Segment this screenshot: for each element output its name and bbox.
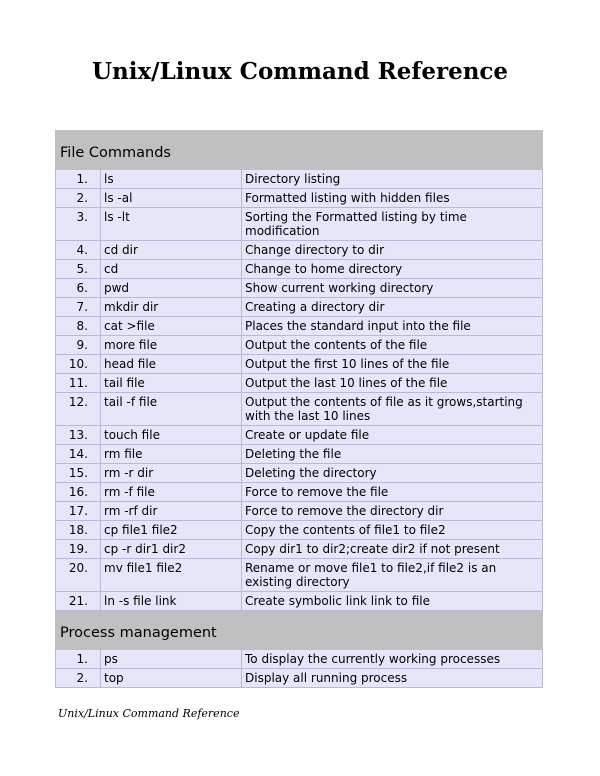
description-cell: Change to home directory: [242, 260, 543, 279]
description-cell: Show current working directory: [242, 279, 543, 298]
page-title: Unix/Linux Command Reference: [91, 58, 509, 85]
row-number: 15.: [56, 464, 101, 483]
row-number: 20.: [56, 559, 101, 592]
command-cell: pwd: [101, 279, 242, 298]
description-cell: Copy dir1 to dir2;create dir2 if not present: [242, 540, 543, 559]
table-row: [56, 483, 543, 502]
row-number: 7.: [56, 298, 101, 317]
description-cell: Sorting the Formatted listing by time modification: [242, 208, 543, 241]
table-row: [56, 592, 543, 611]
row-number: 13.: [56, 426, 101, 445]
table-row: [56, 445, 543, 464]
row-number: 1.: [56, 170, 101, 189]
row-number: 6.: [56, 279, 101, 298]
description-cell: Places the standard input into the file: [242, 317, 543, 336]
table-row: [56, 189, 543, 208]
command-cell: rm file: [101, 445, 242, 464]
row-number: 8.: [56, 317, 101, 336]
description-cell: Copy the contents of file1 to file2: [242, 521, 543, 540]
description-cell: Directory listing: [242, 170, 543, 189]
command-cell: ls -lt: [101, 208, 242, 241]
description-cell: Creating a directory dir: [242, 298, 543, 317]
table-row: [56, 502, 543, 521]
description-cell: Output the first 10 lines of the file: [242, 355, 543, 374]
table-row: [56, 426, 543, 445]
description-cell: Deleting the file: [242, 445, 543, 464]
command-cell: tail -f file: [101, 393, 242, 426]
table-row: [56, 464, 543, 483]
command-cell: cp -r dir1 dir2: [101, 540, 242, 559]
table-row: [56, 241, 543, 260]
table-row: [56, 317, 543, 336]
description-cell: Output the contents of file as it grows,starting with the last 10 lines: [242, 393, 543, 426]
command-cell: ls -al: [101, 189, 242, 208]
row-number: 10.: [56, 355, 101, 374]
table-row: [56, 170, 543, 189]
command-cell: top: [101, 669, 242, 688]
table-row: [56, 336, 543, 355]
table-row: [56, 540, 543, 559]
command-cell: touch file: [101, 426, 242, 445]
command-table: [55, 130, 543, 688]
row-number: 2.: [56, 189, 101, 208]
command-cell: cd: [101, 260, 242, 279]
command-cell: cd dir: [101, 241, 242, 260]
command-cell: mv file1 file2: [101, 559, 242, 592]
row-number: 9.: [56, 336, 101, 355]
table-row: [56, 260, 543, 279]
command-cell: head file: [101, 355, 242, 374]
description-cell: Formatted listing with hidden files: [242, 189, 543, 208]
section-header-row: [56, 611, 543, 650]
command-cell: mkdir dir: [101, 298, 242, 317]
table-row: [56, 650, 543, 669]
row-number: 16.: [56, 483, 101, 502]
row-number: 17.: [56, 502, 101, 521]
section-heading: File Commands: [56, 131, 543, 170]
command-cell: rm -rf dir: [101, 502, 242, 521]
command-cell: ps: [101, 650, 242, 669]
command-cell: more file: [101, 336, 242, 355]
command-cell: cat >file: [101, 317, 242, 336]
section-heading: Process management: [56, 611, 543, 650]
row-number: 21.: [56, 592, 101, 611]
description-cell: Display all running process: [242, 669, 543, 688]
table-row: [56, 355, 543, 374]
description-cell: Create or update file: [242, 426, 543, 445]
table-row: [56, 374, 543, 393]
command-table-body: [56, 131, 543, 688]
row-number: 2.: [56, 669, 101, 688]
table-row: [56, 208, 543, 241]
table-row: [56, 521, 543, 540]
row-number: 18.: [56, 521, 101, 540]
table-row: [56, 393, 543, 426]
command-cell: ls: [101, 170, 242, 189]
row-number: 5.: [56, 260, 101, 279]
section-header-row: [56, 131, 543, 170]
description-cell: Change directory to dir: [242, 241, 543, 260]
row-number: 14.: [56, 445, 101, 464]
table-row: [56, 279, 543, 298]
description-cell: To display the currently working processes: [242, 650, 543, 669]
row-number: 4.: [56, 241, 101, 260]
row-number: 11.: [56, 374, 101, 393]
command-cell: rm -f file: [101, 483, 242, 502]
description-cell: Force to remove the directory dir: [242, 502, 543, 521]
command-cell: rm -r dir: [101, 464, 242, 483]
table-row: [56, 298, 543, 317]
row-number: 1.: [56, 650, 101, 669]
description-cell: Deleting the directory: [242, 464, 543, 483]
command-cell: cp file1 file2: [101, 521, 242, 540]
row-number: 12.: [56, 393, 101, 426]
row-number: 3.: [56, 208, 101, 241]
command-cell: tail file: [101, 374, 242, 393]
description-cell: Output the last 10 lines of the file: [242, 374, 543, 393]
table-row: [56, 559, 543, 592]
description-cell: Create symbolic link link to file: [242, 592, 543, 611]
description-cell: Rename or move file1 to file2,if file2 is an existing directory: [242, 559, 543, 592]
description-cell: Output the contents of the file: [242, 336, 543, 355]
row-number: 19.: [56, 540, 101, 559]
description-cell: Force to remove the file: [242, 483, 543, 502]
command-cell: ln -s file link: [101, 592, 242, 611]
table-row: [56, 669, 543, 688]
page-footer: Unix/Linux Command Reference: [58, 707, 240, 720]
